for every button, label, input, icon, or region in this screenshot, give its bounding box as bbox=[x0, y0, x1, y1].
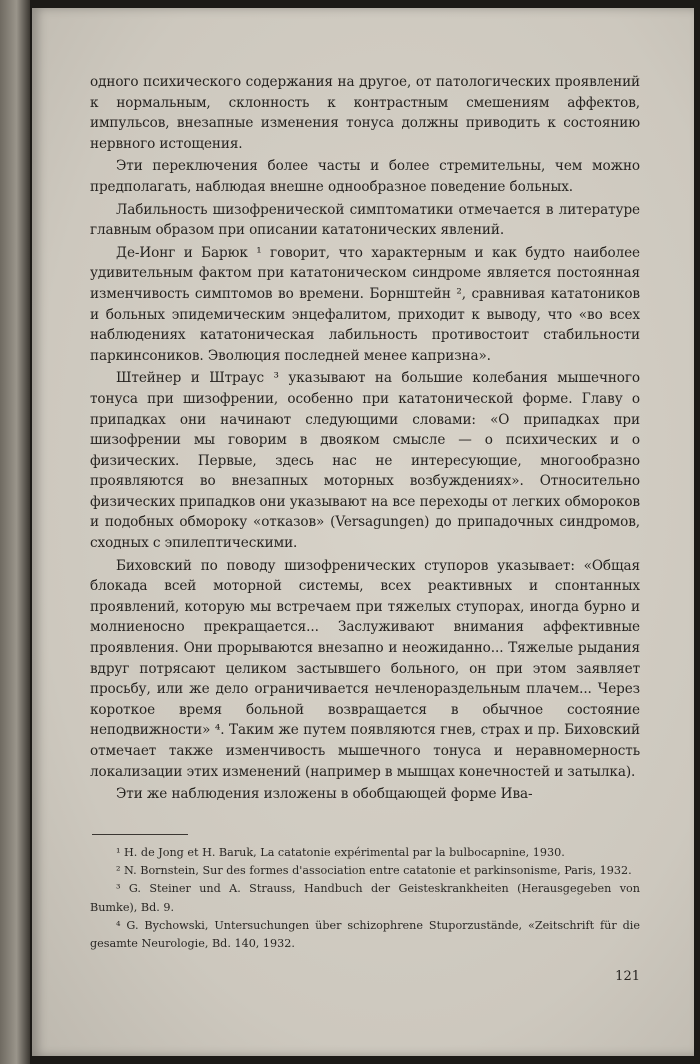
page-number: 121 bbox=[615, 969, 640, 984]
paragraph: Де-Ионг и Барюк ¹ говорит, что характерным и как будто наиболее удивительным фактом при кататоническом синдроме является постоянная изменчивость симптомов во времени. Борнштейн ², сравнивая кататоников и больных эпидемическим энцефалитом, приходит к выводу, что «во всех наблюдениях кататоническая лабильность противостоит стабильности паркинсоников. Эволюция последней менее капризна». bbox=[90, 244, 640, 364]
paragraph: Эти переключения более часты и более стремительны, чем можно предполагать, наблюдая внешне однообразное поведение больных. bbox=[90, 158, 640, 195]
previous-page-edge bbox=[0, 0, 30, 1064]
footnote: ³ G. Steiner und A. Strauss, Handbuch der Geisteskrankheiten (Herausgegeben von Bumke), Bd. 9. bbox=[90, 882, 640, 914]
paragraph: Биховский по поводу шизофренических ступоров указывает: «Общая блокада всей моторной системы, всех реактивных и спонтанных проявлений, которую мы встречаем при тяжелых ступорах, иногда бурно и молниеносно прекращается... Заслуживают внимания аффективные проявления. Они прорываются внезапно и неожиданно... Тяжелые рыдания вдруг потрясают целиком застывшего больного, он при этом заявляет просьбу, или же дело ограничивается нечленораздельным плачем... Через короткое время больной возвращается в обычное состояние неподвижности» ⁴. Таким же путем появляются гнев, страх и пр. Биховский отмечает также изменчивость мышечного тонуса и неравномерность локализации этих изменений (например в мышцах конечностей и затылка). bbox=[90, 557, 640, 780]
footnote: ⁴ G. Bychowski, Untersuchungen über schizophrene Stuporzustände, «Zeitschrift für die gesamte Neurologie, Bd. 140, 1932. bbox=[90, 918, 640, 951]
paragraph: Эти же наблюдения изложены в обобщающей форме Ива- bbox=[116, 786, 533, 803]
paragraph: Штейнер и Штраус ³ указывают на большие колебания мышечного тонуса при шизофрении, особенно при кататонической форме. Главу о припадках они начинают следующими словами: «О припадках при шизофрении мы говорим в двояком смысле — о психических и о физических. Первые, здесь нас не интересующие, многообразно проявляются во внезапных моторных возбуждениях». Относительно физических припадков они указывают на все переходы от легких обмороков и подобных обмороку «отказов» (Versagungen) до припадочных синдромов, сходных с эпилептическими. bbox=[90, 370, 640, 552]
book-page bbox=[32, 8, 694, 1056]
footnotes bbox=[90, 844, 640, 953]
paragraph: Лабильность шизофренической симптоматики отмечается в литературе главным образом при описании кататонических явлений. bbox=[90, 201, 640, 239]
footnote-divider bbox=[92, 834, 188, 835]
main-text bbox=[90, 72, 640, 807]
footnote: ¹ H. de Jong et H. Baruk, La catatonie expérimental par la bulbocapnine, 1930. bbox=[116, 846, 565, 859]
paragraph: одного психического содержания на другое, от патологических проявлений к нормальным, склонность к контрастным смешениям аффектов, импульсов, внезапные изменения тонуса должны приводить к состоянию нервного истощения. bbox=[90, 74, 640, 152]
footnote: ² N. Bornstein, Sur des formes d'association entre catatonie et parkinsonisme, Paris, 1932. bbox=[116, 864, 632, 878]
